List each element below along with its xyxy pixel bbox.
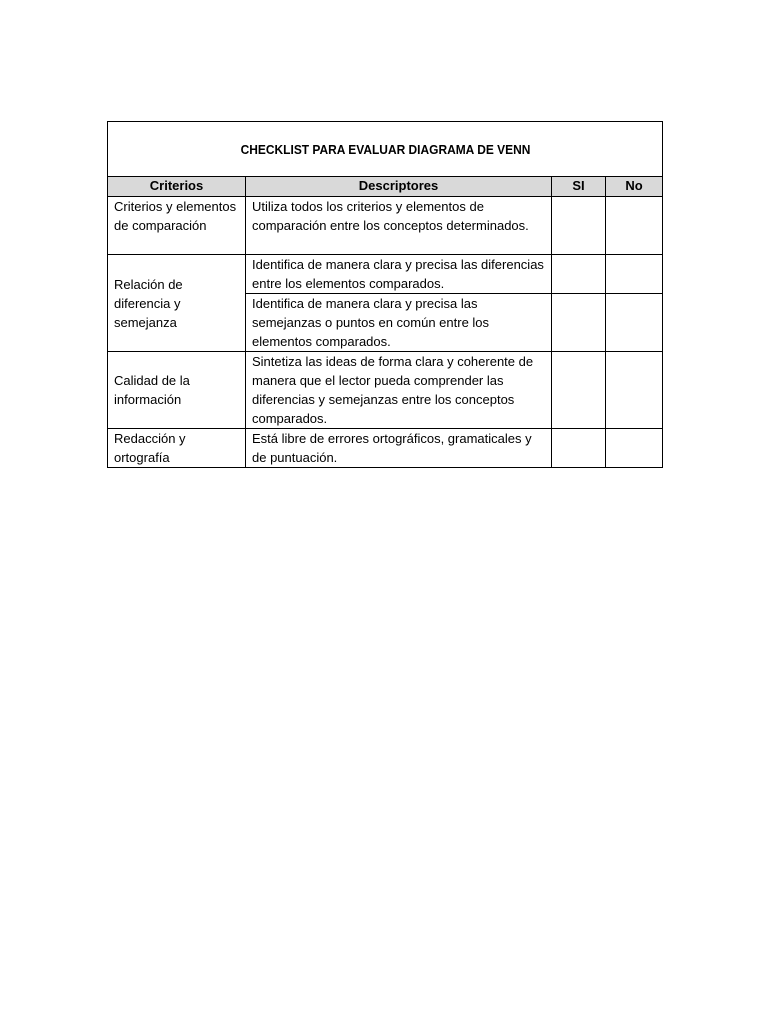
descriptor-cell: Identifica de manera clara y precisa las diferencias entre los elementos comparados. [246, 255, 552, 294]
descriptor-cell: Utiliza todos los criterios y elementos de comparación entre los conceptos determinados. [246, 197, 552, 255]
header-no: No [606, 177, 663, 197]
descriptor-cell: Sintetiza las ideas de forma clara y coherente de manera que el lector pueda comprender las diferencias y semejanzas entre los conceptos comparados. [246, 352, 552, 429]
criterion-cell: Redacción y ortografía [108, 429, 246, 468]
no-check-cell[interactable] [606, 352, 663, 429]
checklist-title-cell [130, 122, 641, 177]
header-criterios: Criterios [108, 177, 246, 197]
table-row [108, 197, 663, 255]
descriptor-cell: Identifica de manera clara y precisa las semejanzas o puntos en común entre los elementos comparados. [246, 294, 552, 352]
header-si: SI [552, 177, 606, 197]
header-row [108, 177, 663, 197]
criterion-cell: Calidad de la información [108, 352, 246, 429]
si-check-cell[interactable] [552, 352, 606, 429]
si-check-cell[interactable] [552, 255, 606, 294]
table-row [108, 429, 663, 468]
si-check-cell[interactable] [552, 294, 606, 352]
no-check-cell[interactable] [606, 197, 663, 255]
si-check-cell[interactable] [552, 197, 606, 255]
table-row [108, 255, 663, 294]
title-row [108, 122, 663, 177]
criterion-cell: Criterios y elementos de comparación [108, 197, 246, 255]
table-row [108, 352, 663, 429]
si-check-cell[interactable] [552, 429, 606, 468]
descriptor-cell: Está libre de errores ortográficos, gramaticales y de puntuación. [246, 429, 552, 468]
no-check-cell[interactable] [606, 429, 663, 468]
no-check-cell[interactable] [606, 255, 663, 294]
checklist-title: CHECKLIST PARA EVALUAR DIAGRAMA DE VENN [240, 141, 530, 157]
criterion-cell: Relación de diferencia y semejanza [108, 255, 246, 352]
header-descriptores: Descriptores [246, 177, 552, 197]
checklist-table [107, 121, 663, 468]
no-check-cell[interactable] [606, 294, 663, 352]
